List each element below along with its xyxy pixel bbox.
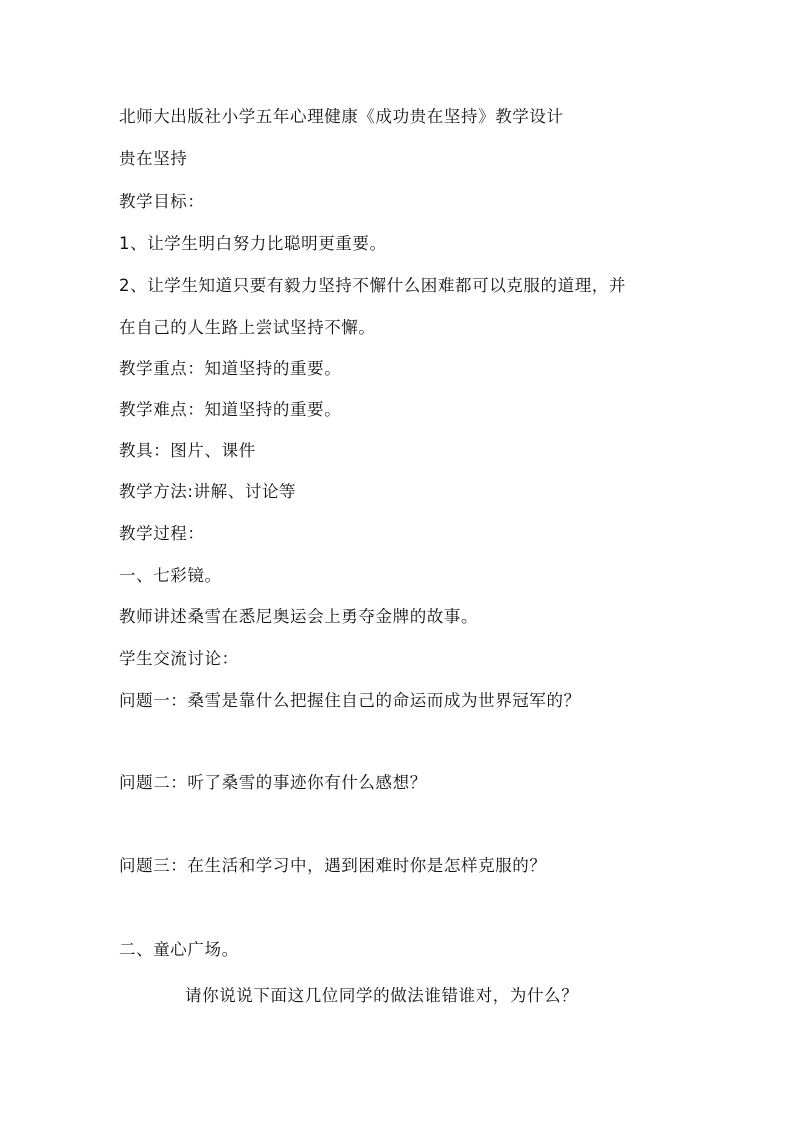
document-title: 北师大出版社小学五年心理健康《成功贵在坚持》教学设计 (119, 107, 564, 126)
section-1-heading: 一、七彩镜。 (119, 566, 222, 585)
key-point: 教学重点：知道坚持的重要。 (119, 359, 342, 378)
objective-2-line-2: 在自己的人生路上尝试坚持不懈。 (119, 318, 376, 337)
section-2-prompt: 请你说说下面这几位同学的做法谁错谁对，为什么？ (185, 986, 579, 1005)
objective-1: 1、让学生明白努力比聪明更重要。 (119, 234, 387, 253)
section-1-story: 教师讲述桑雪在悉尼奥运会上勇夺金牌的故事。 (119, 607, 479, 626)
question-2: 问题二：听了桑雪的事迹你有什么感想？ (119, 773, 427, 792)
question-1: 问题一：桑雪是靠什么把握住自己的命运而成为世界冠军的？ (119, 691, 581, 710)
document-subtitle: 贵在坚持 (119, 149, 188, 168)
section-1-discussion: 学生交流讨论： (119, 649, 239, 668)
objective-2-line-1: 2、让学生知道只要有毅力坚持不懈什么困难都可以克服的道理，并 (119, 276, 626, 295)
difficult-point: 教学难点：知道坚持的重要。 (119, 400, 342, 419)
process-heading: 教学过程： (119, 524, 205, 543)
teaching-aids: 教具：图片、课件 (119, 441, 256, 460)
teaching-methods: 教学方法:讲解、讨论等 (119, 482, 297, 501)
objectives-heading: 教学目标： (119, 192, 205, 211)
section-2-heading: 二、童心广场。 (119, 940, 239, 959)
question-3: 问题三：在生活和学习中，遇到困难时你是怎样克服的？ (119, 856, 547, 875)
